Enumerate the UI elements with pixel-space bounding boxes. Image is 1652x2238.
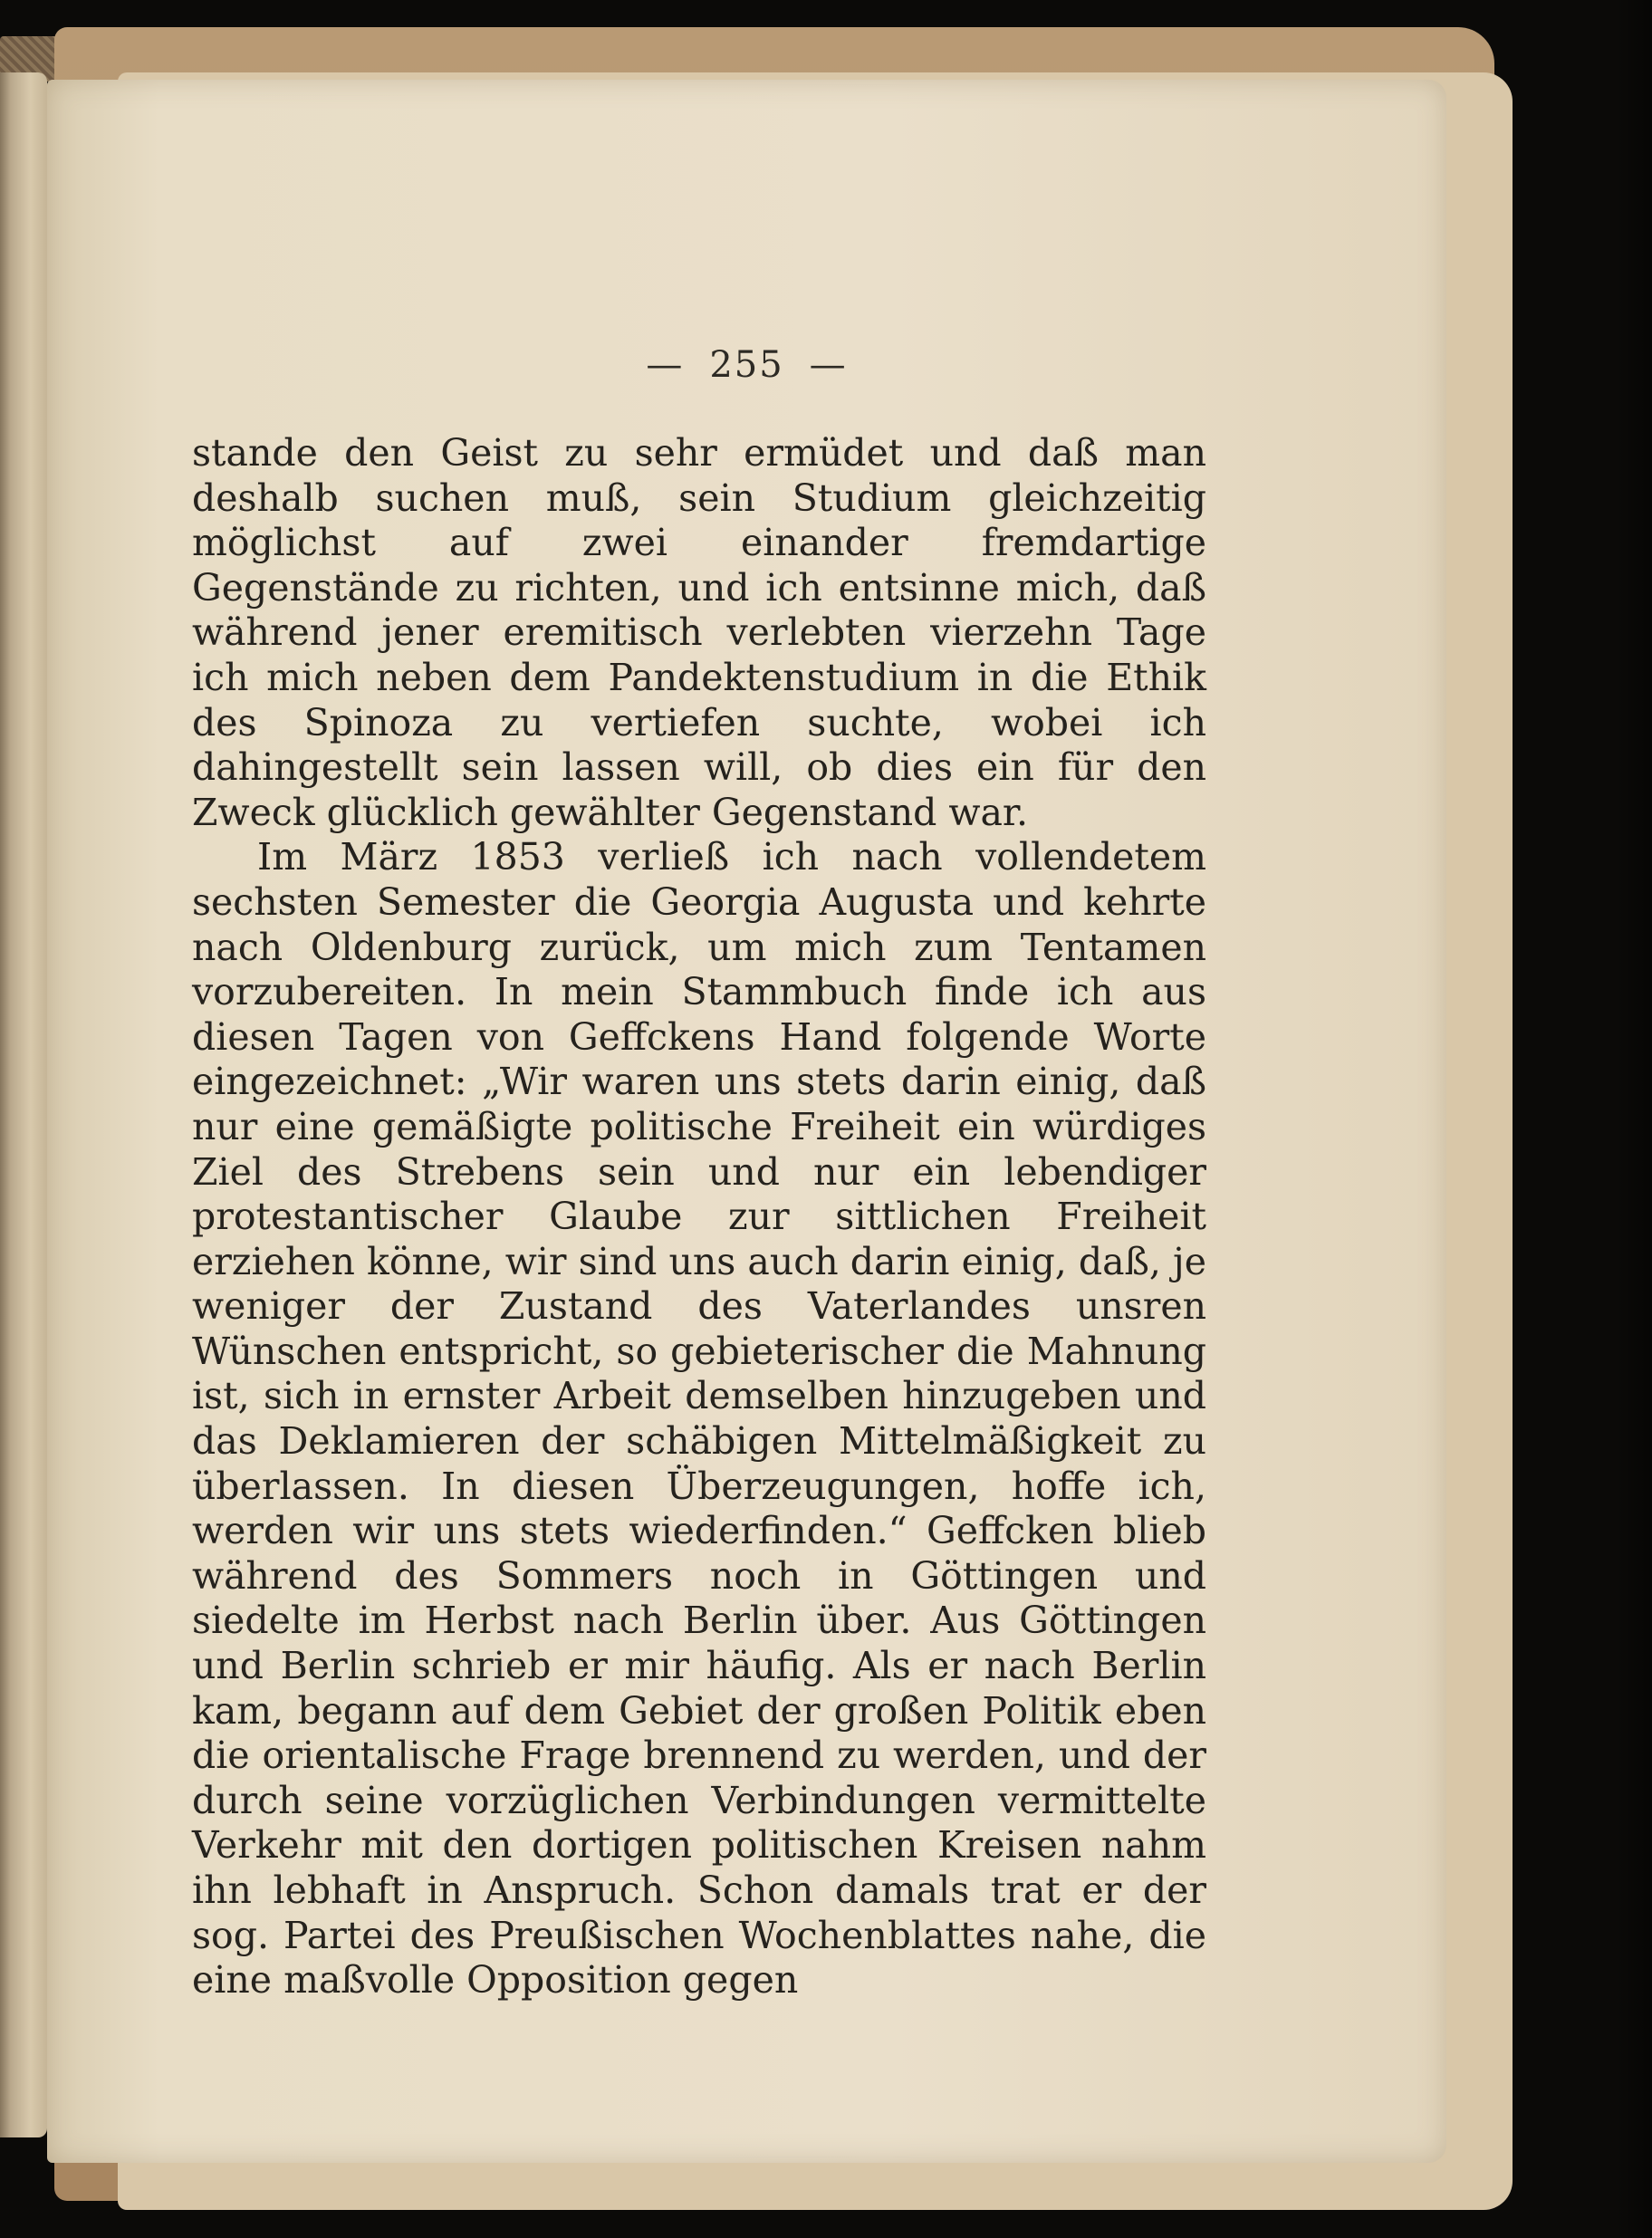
page-number-dash-left: — bbox=[646, 344, 685, 386]
page-number-line bbox=[47, 344, 1446, 386]
left-page-edge bbox=[0, 72, 47, 2137]
scan-edge-shadow bbox=[1616, 0, 1652, 2238]
paragraph-2: Im März 1853 verließ ich nach vollendetem sechsten Semester die Georgia Augusta und kehrte nach Oldenburg zurück, um mich zum Tentamen vorzubereiten. In mein Stammbuch finde ich aus diesen Tagen von Geffckens Hand folgende Worte eingezeichnet: „Wir waren uns stets darin einig, daß nur eine gemäßigte politische Freiheit ein würdiges Ziel des Strebens sein und nur ein lebendiger protestantischer Glaube zur sittlichen Freiheit erziehen könne, wir sind uns auch darin einig, daß, je weniger der Zustand des Vaterlandes unsren Wünschen entspricht, so gebieterischer die Mahnung ist, sich in ernster Arbeit demselben hinzugeben und das Deklamieren der schäbigen Mittelmäßigkeit zu überlassen. In diesen Überzeugungen, hoffe ich, werden wir uns stets wiederfinden.“ Geffcken blieb während des Sommers noch in Göttingen und siedelte im Herbst nach Berlin über. Aus Göttingen und Berlin schrieb er mir häufig. Als er nach Berlin kam, begann auf dem Gebiet der großen Politik eben die orientalische Frage brennend zu werden, und der durch seine vorzüglichen Verbindungen vermittelte Verkehr mit den dortigen politischen Kreisen nahm ihn lebhaft in Anspruch. Schon damals trat er der sog. Partei des Preußischen Wochenblattes nahe, die eine maßvolle Opposition gegen bbox=[192, 835, 1206, 2003]
body-text bbox=[192, 431, 1206, 2003]
page-number-dash-right: — bbox=[809, 344, 848, 386]
page-number: 255 bbox=[709, 344, 784, 386]
paragraph-1: stande den Geist zu sehr ermüdet und daß man deshalb suchen muß, sein Studium gleichzeitig möglichst auf zwei einander fremdartige Gegenstände zu richten, und ich entsinne mich, daß während jener eremitisch verlebten vierzehn Tage ich mich neben dem Pandektenstudium in die Ethik des Spinoza zu vertiefen suchte, wobei ich dahingestellt sein lassen will, ob dies ein für den Zweck glücklich gewählter Gegenstand war. bbox=[192, 431, 1206, 834]
book-page bbox=[47, 80, 1446, 2163]
